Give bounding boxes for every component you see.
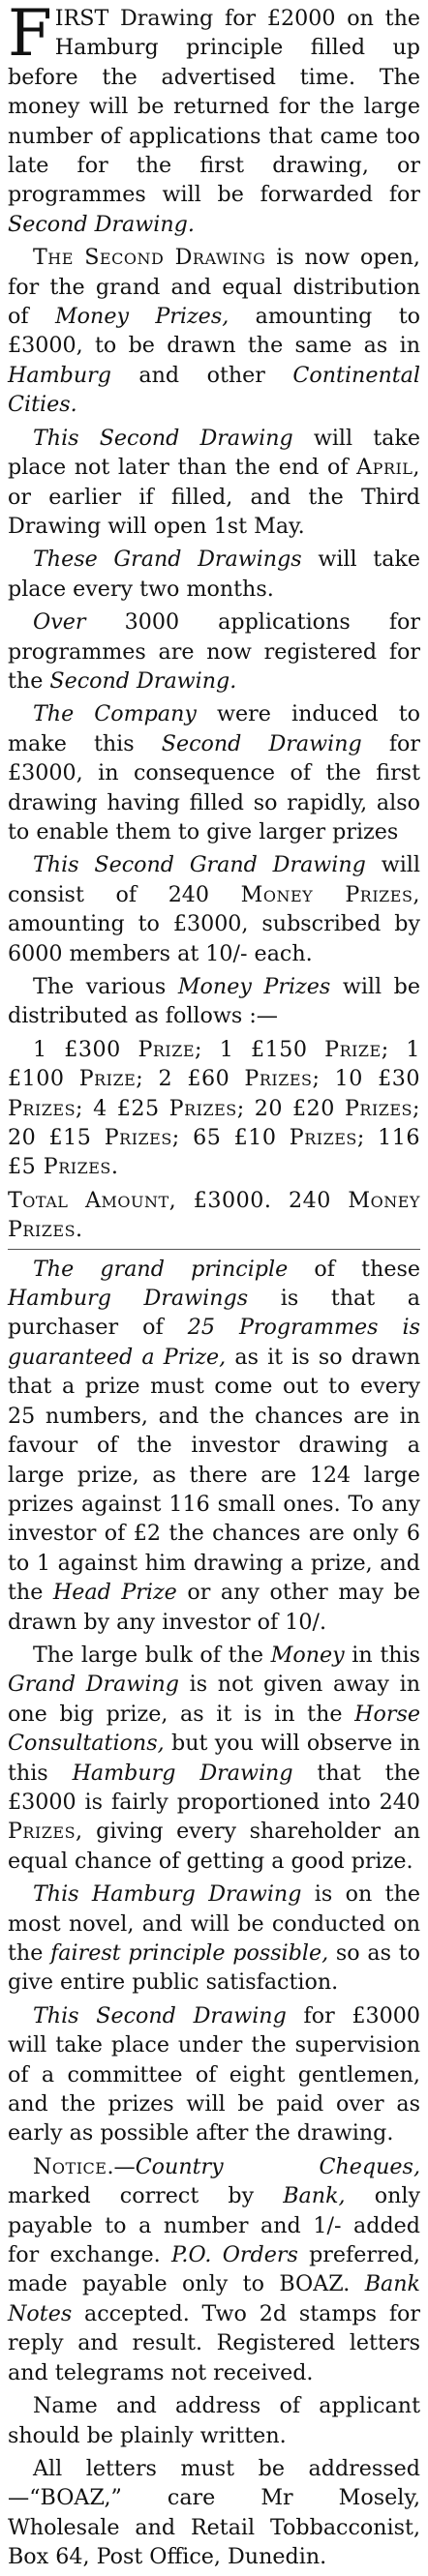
over-text: 3000 applications for programmes are now registered for the bbox=[8, 609, 420, 694]
take-place-text-a: will take place not later than the end of bbox=[8, 425, 420, 481]
notice-paragraph bbox=[8, 2152, 420, 2387]
divider-rule bbox=[8, 1249, 420, 1250]
supervision-paragraph bbox=[8, 2001, 420, 2148]
second-drawing-text-c: and other bbox=[110, 362, 293, 388]
bulk-text-e: that the £3000 is fairly proportioned into 240 bbox=[8, 1760, 420, 1815]
country-cheques-italic: Country Cheques, bbox=[135, 2153, 420, 2179]
guaranteed-italic: 25 Programmes is guaranteed a Prize, bbox=[8, 1315, 420, 1370]
notice-text-c: preferred, made payable only to BOAZ. bbox=[8, 2242, 420, 2297]
notice-dash: .— bbox=[107, 2153, 136, 2179]
horse-consultations-italic: Horse Consultations, bbox=[8, 1701, 420, 1757]
grand-principle-text-a: of these bbox=[288, 1256, 420, 1282]
letters-paragraph: All letters must be addressed—“BOAZ,” care Mr Mosely, Wholesale and Retail Tobbacconist, Box 64, Post Office, Dunedin. bbox=[8, 2455, 420, 2570]
second-drawing-text-b: amounting to £3000, to be drawn the same as in bbox=[8, 304, 421, 359]
grand-drawing-italic: Grand Drawing bbox=[8, 1672, 179, 1698]
novel-text-b: so as to give entire public satisfaction. bbox=[8, 1940, 421, 1996]
money-prizes-italic: Money Prizes, bbox=[54, 304, 229, 330]
drop-cap-letter: F bbox=[8, 0, 52, 71]
take-place-paragraph bbox=[8, 424, 420, 542]
notice-text-a: marked correct by bbox=[8, 2183, 284, 2209]
hamburg-italic: Hamburg bbox=[8, 362, 111, 388]
bulk-text-b: in this bbox=[344, 1642, 421, 1668]
opening-text: IRST Drawing for £2000 on the Hamburg principle filled up before the advertised time. The money will be returned for the large number of applications that came too late for the first drawing, or programmes will be forwarded for bbox=[8, 6, 420, 208]
grand-drawing-paragraph bbox=[8, 850, 420, 968]
various-paragraph bbox=[8, 972, 420, 1031]
bulk-text-f: giving every shareholder an equal chance of getting a good prize. bbox=[8, 1819, 420, 1874]
bulk-text-a: The large bulk of the bbox=[33, 1642, 271, 1668]
grand-principle-text-c: as it is so drawn that a prize must come out to every 25 numbers, and the chances are in favour of the investor drawing a large prize, as there are 124 large prizes against 116 small ones. To any investor of £2 the chances are only 6 to 1 against him drawing a prize, and the bbox=[8, 1344, 421, 1606]
prizes-list: 1 £300 Prize; 1 £150 Prize; 1 £100 Prize; 2 £60 Prizes; 10 £30 Prizes; 4 £25 Prizes; 20 £20 Prizes; 20 £15 Prizes; 65 £10 Prizes; 116 £5 Prizes. bbox=[8, 1036, 420, 1180]
bulk-text-d: but you will observe in this bbox=[8, 1731, 420, 1786]
bulk-text-c: is not given away in one big prize, as it is in the bbox=[8, 1672, 420, 1727]
company-italic-mid: Second Drawing bbox=[161, 730, 362, 756]
company-text-a: were induced to make this bbox=[8, 701, 420, 756]
over-paragraph bbox=[8, 607, 420, 696]
second-drawing-paragraph bbox=[8, 243, 420, 419]
grand-drawing-text-a: will consist of 240 bbox=[8, 852, 420, 907]
company-paragraph bbox=[8, 699, 420, 846]
name-address-paragraph: Name and address of applicant should be plainly written. bbox=[8, 2393, 420, 2448]
prizes-caps: Prizes, bbox=[8, 1819, 83, 1845]
grand-drawings-text: will take place every two months. bbox=[8, 547, 420, 602]
supervision-text: for £3000 will take place under the supervision of a committee of eight gentlemen, and the prizes will be paid over as early as possible after the drawing. bbox=[8, 2002, 420, 2147]
notice-text-d: accepted. Two 2d stamps for reply and result. Registered letters and telegrams not received. bbox=[8, 2300, 420, 2385]
various-text-a: The various bbox=[33, 974, 178, 999]
opening-paragraph bbox=[8, 0, 420, 239]
grand-principle-lead: The grand principle bbox=[33, 1256, 289, 1282]
grand-principle-text-d: or any other may be drawn by any investor of 10/. bbox=[8, 1580, 421, 1635]
fairest-principle-italic: fairest principle possible, bbox=[50, 1940, 329, 1966]
supervision-lead: This Second Drawing bbox=[33, 2002, 287, 2028]
grand-drawings-paragraph bbox=[8, 545, 420, 604]
grand-drawings-lead: These Grand Drawings bbox=[33, 547, 302, 573]
notice-caps: Notice bbox=[33, 2153, 107, 2179]
hamburg-drawings-italic: Hamburg Drawings bbox=[8, 1286, 249, 1312]
bank-notes-italic: Bank Notes bbox=[8, 2271, 420, 2326]
grand-drawing-lead: This Second Grand Drawing bbox=[33, 852, 366, 878]
continental-cities-italic: Continental Cities. bbox=[8, 362, 420, 418]
over-lead: Over bbox=[33, 609, 86, 636]
bank-italic: Bank, bbox=[283, 2183, 346, 2209]
novel-text-a: is on the most novel, and will be conducted on the bbox=[8, 1881, 420, 1966]
money-italic: Money bbox=[270, 1642, 345, 1668]
april-caps: April, bbox=[356, 455, 420, 481]
second-drawing-lead: The Second Drawing bbox=[33, 245, 266, 271]
hamburg-drawing-italic: Hamburg Drawing bbox=[72, 1760, 293, 1786]
advertisement-column bbox=[8, 0, 421, 2576]
opening-italic-end: Second Drawing. bbox=[8, 211, 195, 237]
second-drawing-text-a: is now open, for the grand and equal distribution of bbox=[8, 245, 420, 330]
take-place-text-b: or earlier if filled, and the Third Drawing will open 1st May. bbox=[8, 484, 420, 539]
various-money-prizes: Money Prizes bbox=[177, 974, 331, 999]
various-text-b: will be distributed as follows :— bbox=[8, 974, 421, 1029]
company-text-b: for £3000, in consequence of the first drawing having filled so rapidly, also to enable them to give larger prizes bbox=[8, 730, 420, 844]
grand-principle-paragraph bbox=[8, 1255, 420, 1637]
grand-drawing-text-b: amounting to £3000, subscribed by 6000 members at 10/- each. bbox=[8, 911, 420, 966]
bulk-paragraph bbox=[8, 1641, 420, 1876]
novel-paragraph bbox=[8, 1880, 420, 1998]
take-place-lead: This Second Drawing bbox=[33, 425, 293, 451]
over-italic-end: Second Drawing. bbox=[49, 667, 237, 694]
money-prizes-caps: Money Prizes, bbox=[240, 881, 420, 907]
total-amount-line: Total Amount, £3000. 240 Money Prizes. bbox=[8, 1187, 420, 1243]
head-prize-italic: Head Prize bbox=[52, 1580, 177, 1606]
po-orders-italic: P.O. Orders bbox=[171, 2242, 298, 2268]
grand-principle-text-b: is that a purchaser of bbox=[8, 1286, 421, 1341]
novel-lead: This Hamburg Drawing bbox=[33, 1881, 302, 1908]
notice-text-b: only payable to a number and 1/- added for exchange. bbox=[8, 2183, 420, 2268]
company-lead: The Company bbox=[33, 701, 197, 727]
